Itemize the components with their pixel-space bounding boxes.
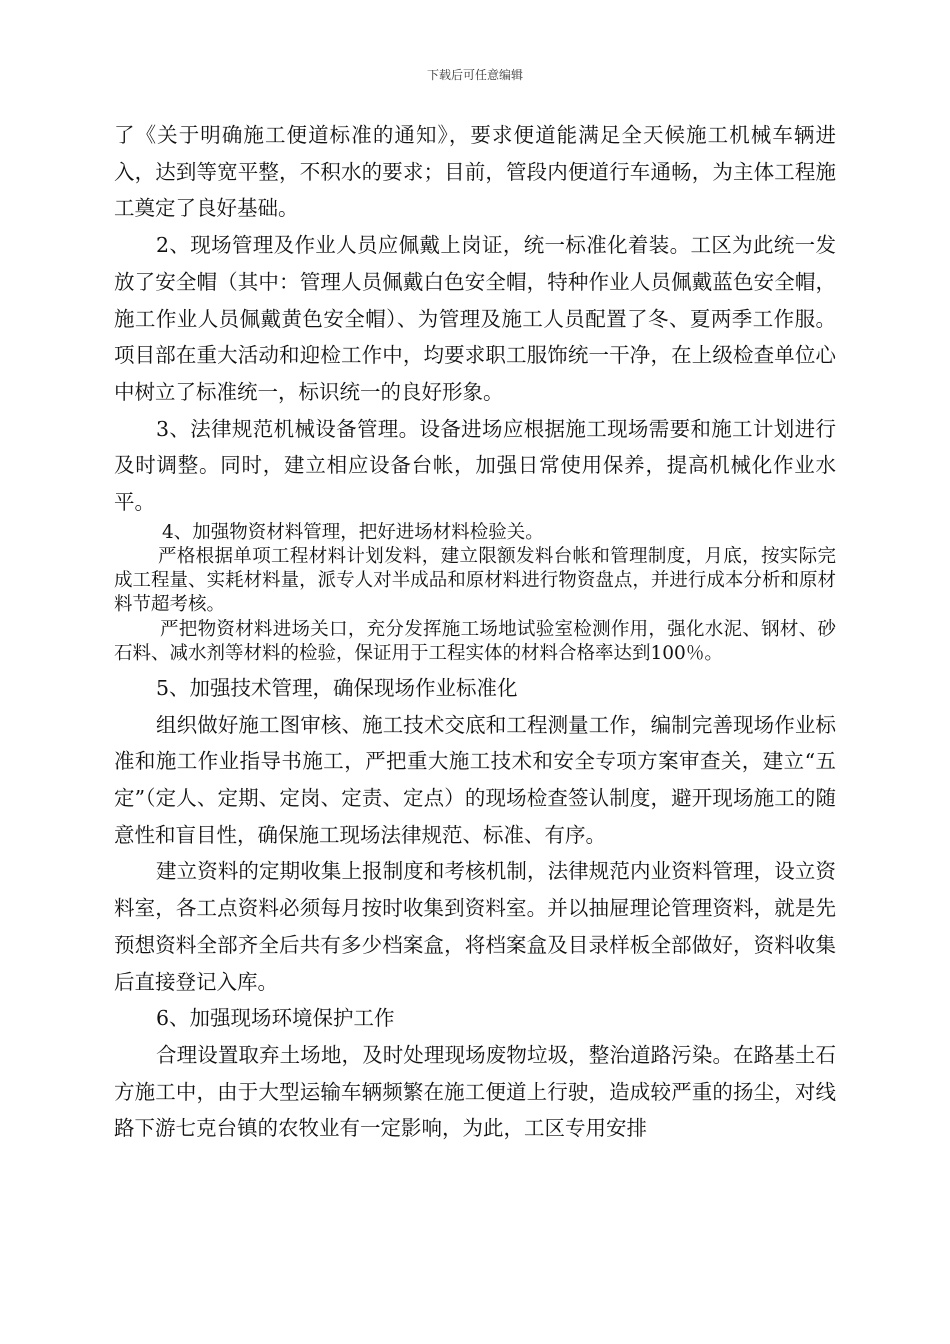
document-body	[114, 117, 836, 1147]
paragraph-material-inspection: 严把物资材料进场关口，充分发挥施工场地试验室检测作用，强化水泥、钢材、砂石料、减水剂等材料的检验，保证用于工程实体的材料合格率达到100％。	[114, 618, 836, 664]
heading-item-6: 6、加强现场环境保护工作	[156, 1006, 395, 1031]
page-header: 下载后可任意编辑	[426, 68, 523, 82]
paragraph-item-2: 2、现场管理及作业人员应佩戴上岗证，统一标准化着装。工区为此统一发放了安全帽（其中：管理人员佩戴白色安全帽，特种作业人员佩戴蓝色安全帽，施工作业人员佩戴黄色安全帽）、为管理及施工人员配置了冬、夏两季工作服。项目部在重大活动和迎检工作中，均要求职工服饰统一干净，在上级检查单位心中树立了标准统一，标识统一的良好形象。	[114, 233, 836, 404]
paragraph-document-management: 建立资料的定期收集上报制度和考核机制，法律规范内业资料管理，设立资料室，各工点资料必须每月按时收集到资料室。并以抽屉理论管理资料，就是先预想资料全部齐全后共有多少档案盒，将档案盒及目录样板全部做好，资料收集后直接登记入库。	[114, 859, 836, 994]
paragraph-technical-management: 组织做好施工图审核、施工技术交底和工程测量工作，编制完善现场作业标准和施工作业指导书施工，严把重大施工技术和安全专项方案审查关，建立“五定”（定人、定期、定岗、定责、定点）的现场检查签认制度，避开现场施工的随意性和盲目性，确保施工现场法律规范、标准、有序。	[114, 712, 836, 847]
paragraph-item-3: 3、法律规范机械设备管理。设备进场应根据施工现场需要和施工计划进行及时调整。同时，建立相应设备台帐，加强日常使用保养，提高机械化作业水平。	[114, 416, 836, 515]
paragraph-environment: 合理设置取弃土场地，及时处理现场废物垃圾，整治道路污染。在路基土石方施工中，由于大型运输车辆频繁在施工便道上行驶，造成较严重的扬尘，对线路下游七克台镇的农牧业有一定影响，为此，工区专用安排	[114, 1042, 836, 1141]
paragraph-continuation: 了《关于明确施工便道标准的通知》，要求便道能满足全天候施工机械车辆进入，达到等宽平整，不积水的要求；目前，管段内便道行车通畅，为主体工程施工奠定了良好基础。	[114, 123, 836, 221]
heading-item-4: 4、加强物资材料管理，把好进场材料检验关。	[162, 521, 544, 543]
heading-item-5: 5、加强技术管理，确保现场作业标准化	[156, 675, 518, 700]
paragraph-material-plan: 严格根据单项工程材料计划发料，建立限额发料台帐和管理制度，月底，按实际完成工程量、实耗材料量，派专人对半成品和原材料进行物资盘点，并进行成本分析和原材料节超考核。	[114, 545, 836, 616]
